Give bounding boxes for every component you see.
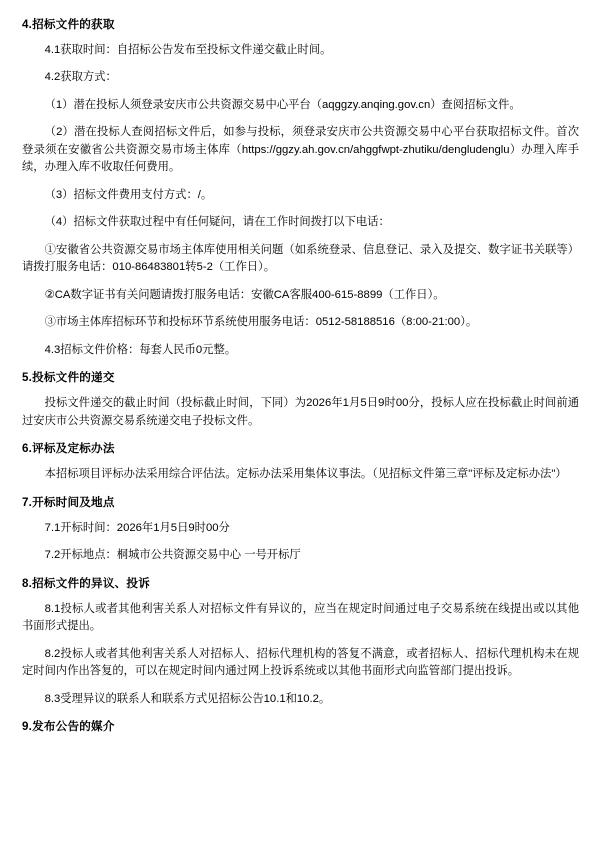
section-6-heading: 6.评标及定标办法	[22, 442, 115, 456]
section-6-para-1: 本招标项目评标办法采用综合评估法。定标办法采用集体议事法。（见招标文件第三章"评标及定标办法"）	[44, 468, 567, 481]
section-8-para-2: 8.2投标人或者其他利害关系人对招标人、招标代理机构的答复不满意，或者招标人、招标代理机构未在规定时间内作出答复的，可以在规定时间内通过网上投诉系统或以其他书面形式向监管部门提出投诉。	[22, 647, 579, 678]
section-5-para-1: 投标文件递交的截止时间（投标截止时间，下同）为2026年1月5日9时00分，投标人应在投标截止时间前通过安庆市公共资源交易系统递交电子投标文件。	[22, 397, 579, 427]
section-4-para-9: ③市场主体库招标环节和投标环节系统使用服务电话：0512-58188516（8:00-21:00）。	[44, 316, 478, 329]
section-8-heading: 8.招标文件的异议、投诉	[22, 576, 151, 590]
section-4-para-10: 4.3招标文件价格：每套人民币0元整。	[44, 343, 237, 356]
section-4-para-8: ②CA数字证书有关问题请拨打服务电话：安徽CA客服400-615-8899（工作日）。	[44, 288, 445, 301]
section-4-para-7: ①安徽省公共资源交易市场主体库使用相关问题（如系统登录、信息登记、录入及提交、数字证书关联等）请拨打服务电话：010-86483801转5-2（工作日）。	[22, 243, 579, 274]
section-4-para-5: （3）招标文件费用支付方式：/。	[44, 188, 213, 201]
section-4	[22, 16, 579, 359]
section-4-para-3: （1）潜在投标人须登录安庆市公共资源交易中心平台（aqggzy.anqing.gov.cn）查阅招标文件。	[44, 98, 521, 111]
section-9-heading: 9.发布公告的媒介	[22, 720, 115, 734]
section-7-heading: 7.开标时间及地点	[22, 495, 115, 509]
section-5	[22, 369, 579, 430]
section-4-heading: 4.招标文件的获取	[22, 18, 115, 31]
document-body	[22, 16, 579, 736]
section-7-para-1: 7.1开标时间：2026年1月5日9时00分	[44, 521, 230, 534]
section-4-para-2: 4.2获取方式：	[44, 71, 117, 84]
section-4-para-4: （2）潜在投标人查阅招标文件后，如参与投标，须登录安庆市公共资源交易中心平台获取招标文件。首次登录须在安徽省公共资源交易市场主体库（https://ggzy.ah.gov.cn/ahggfwpt-zhutiku/dengludenglu）办理入库手续，办理入库不收取任何费用。	[22, 126, 579, 174]
section-8-para-3: 8.3受理异议的联系人和联系方式见招标公告10.1和10.2。	[44, 692, 331, 705]
section-6	[22, 440, 579, 483]
section-7-para-2: 7.2开标地点：桐城市公共资源交易中心 一号开标厅	[44, 549, 301, 562]
section-8	[22, 575, 579, 708]
section-9	[22, 718, 579, 736]
section-8-para-1: 8.1投标人或者其他利害关系人对招标文件有异议的，应当在规定时间通过电子交易系统在线提出或以其他书面形式提出。	[22, 602, 579, 633]
section-4-para-1: 4.1获取时间：自招标公告发布至投标文件递交截止时间。	[44, 43, 332, 56]
section-7	[22, 494, 579, 565]
section-4-para-6: （4）招标文件获取过程中有任何疑问，请在工作时间拨打以下电话：	[44, 216, 390, 229]
section-5-heading: 5.投标文件的递交	[22, 371, 115, 385]
